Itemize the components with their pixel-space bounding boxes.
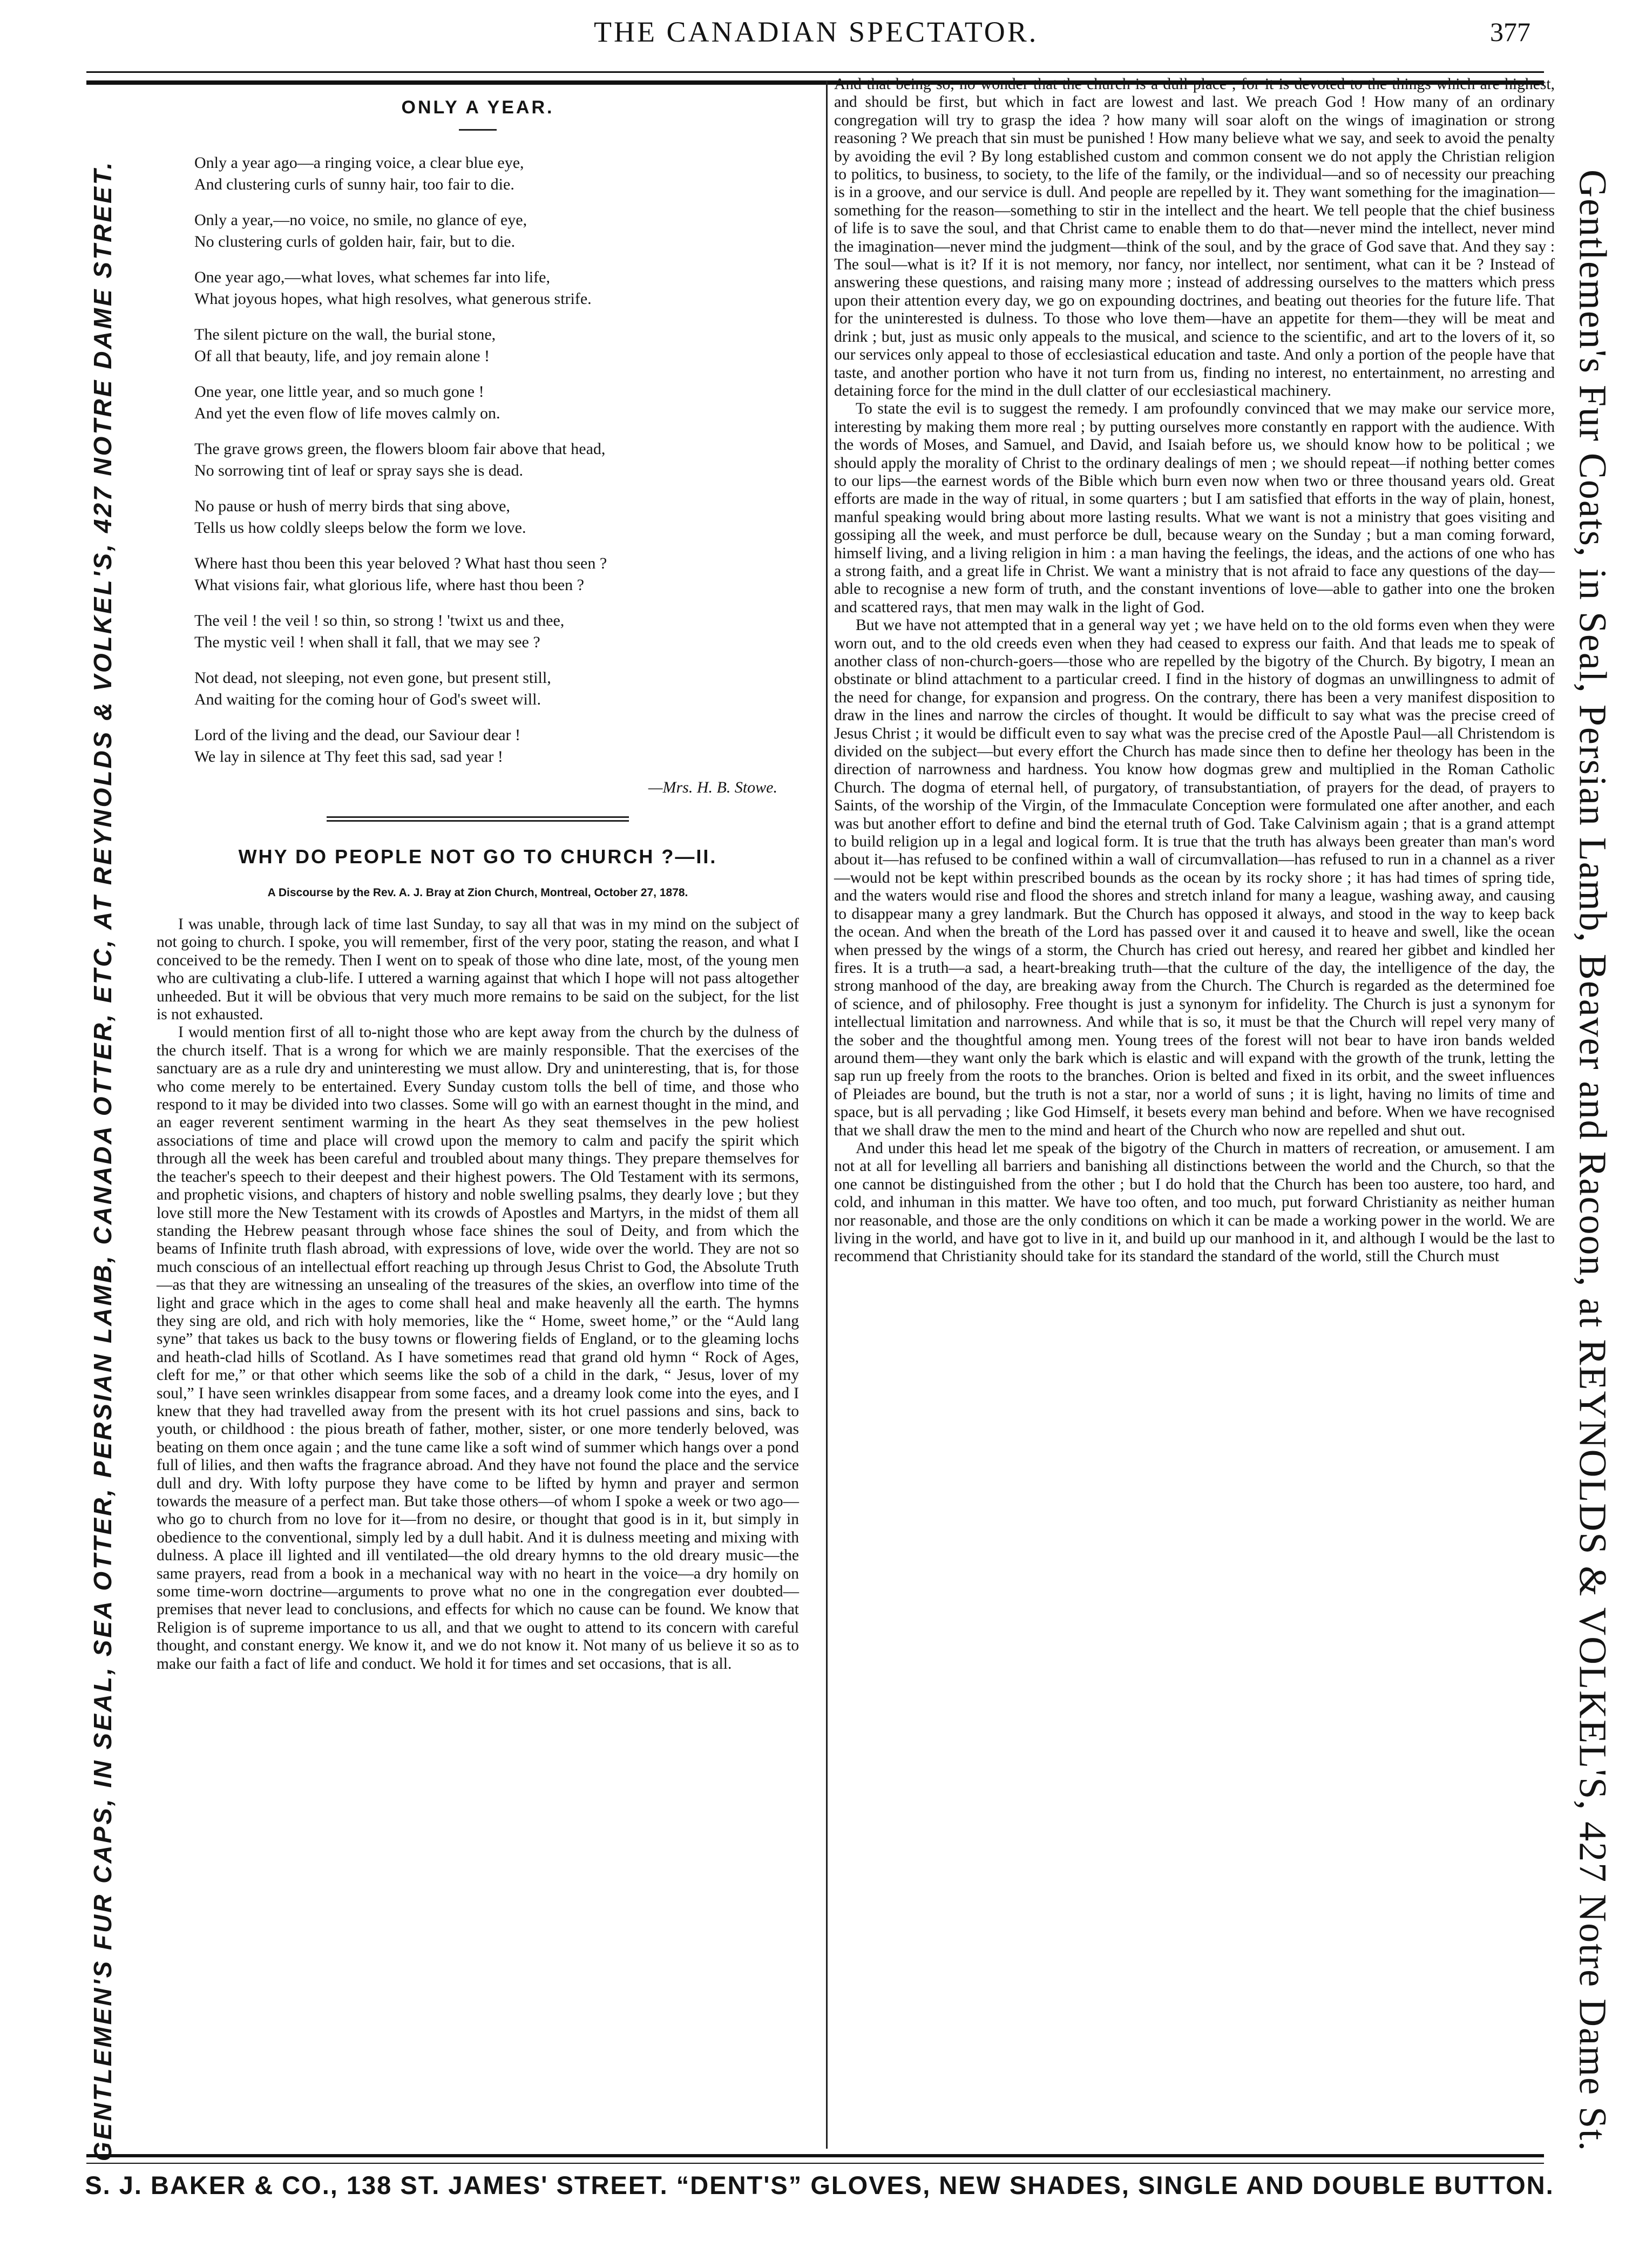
poem-line: One year, one little year, and so much gone ! [194, 383, 484, 401]
poem-line: One year ago,—what loves, what schemes far into life, [194, 268, 550, 286]
poem-stanza [194, 267, 799, 310]
poem-line: Not dead, not sleeping, not even gone, but present still, [194, 669, 551, 687]
article-paragraph: But we have not attempted that in a general way yet ; we have held on to the old forms even when they were worn out, and to the old creeds even when they had ceased to express our faith. And that leads me to speak of another class of non-church-goers—those who are repelled by the bigotry of the Church. By bigotry, I mean an obstinate or blind attachment to a particular creed. I find in the history of dogmas an unwillingness to admit of the need for change, for expansion and progress. On the contrary, there has been a very manifest disposition to draw in the lines and narrow the circles of thought. It would be difficult to say what was the precise creed of Jesus Christ ; it would be difficult even to say what was the precise cred of the Apostle Paul—all Christendom is divided on the subject—but every effort the Church has made since then to define her theology has been in the direction of narrowness and hardness. You know how dogmas grew and multiplied in the Roman Catholic Church. The dogma of eternal hell, of purgatory, of transubstantiation, of prayers for the dead, of prayers to Saints, of the worship of the Virgin, of the Immaculate Conception were formulated one after another, and each was but another effort to define and bind the eternal truth of God. Take Calvinism again ; that is a grand attempt to build religion up in a legal and logical form. It is true that the truth has always been greater than man's word about it—has refused to be confined within a wall of circumvallation—has refused to run in a channel as a river—would not be kept within prescribed bounds as the ocean by its rocky shore ; it has had times of spring tide, and the waters would rise and flood the shores and stretch inland for many a league, washing away, and causing to disappear many a grey landmark. But the Church has opposed it always, and stood in the way to keep back the ocean. And when the breath of the Lord has passed over it and caused it to heave and swell, like the ocean when pressed by the wings of a storm, the Church has cried out heresy, and reared her gibbet and kindled her fires. It is a truth—a sad, a heart-breaking truth—that the culture of the day, the intelligence of the day, the strong manhood of the day, are breaking away from the Church. The Church is regarded as the determined foe of science, and of philosophy. Free thought is just a synonym for infidelity. The Church is just a synonym for intellectual limitation and narrowness. And while that is so, it must be that the Church will repel very many of the sober and the thoughtful among men. Young trees of the forest will not bear to have iron bands welded around them—they want only the bark which is elastic and will expand with the growth of the trunk, letting the sap run up freely from the roots to the branches. Orion is belted and fixed in its orbit, and the sweet influences of Pleiades are bound, but the truth is not a star, nor a world of suns ; it is light, having no limits of time and space, but is all pervading ; like God Himself, it besets every man behind and before. When we have recognised that we shall draw the men to the mind and heart of the Church who now are repelled and shut out. [834, 617, 1555, 1139]
poem-stanza [194, 152, 799, 195]
left-margin-advertisement-text: GENTLEMEN'S FUR CAPS, IN SEAL, SEA OTTER, PERSIAN LAMB, CANADA OTTER, ETC, AT REYNOLDS & VOLKEL'S, 427 NOTRE DAME STREET. [89, 160, 117, 2162]
poem-stanza [194, 725, 799, 768]
poem-stanza [194, 438, 799, 482]
poem-title-rule [459, 129, 497, 131]
footer-rule [86, 2154, 1544, 2164]
column-divider [826, 81, 828, 2149]
poem-body [157, 152, 799, 768]
poem-line: Lord of the living and the dead, our Saviour dear ! [194, 726, 520, 744]
article-body-right [834, 76, 1555, 1266]
poem-line: The mystic veil ! when shall it fall, that we may see ? [194, 633, 540, 651]
article-title: WHY DO PEOPLE NOT GO TO CHURCH ?—II. [238, 845, 717, 868]
poem-line: Of all that beauty, life, and joy remain alone ! [194, 347, 490, 365]
right-margin-advertisement-text: Gentlemen's Fur Coats, in Seal, Persian Lamb, Beaver and Racoon, at REYNOLDS & VOLKEL'S, 427 Notre Dame St. [1571, 169, 1615, 2152]
poem-stanza [194, 667, 799, 710]
poem-line: No sorrowing tint of leaf or spray says she is dead. [194, 462, 524, 479]
poem-line: Where hast thou been this year beloved ? What hast thou seen ? [194, 554, 607, 572]
poem-line: We lay in silence at Thy feet this sad, sad year ! [194, 748, 503, 766]
article-paragraph: And that being so, no wonder that the church is a dull place ; for it is devoted to the things which are highest, and should be first, but which in fact are lowest and last. We preach God ! How many of an ordinary congregation will try to grasp the idea ? how many will soar aloft on the wings of imagination or strong reasoning ? We preach that sin must be punished ! How many believe what we say, and seek to avoid the penalty by avoiding the evil ? By long established custom and common consent we do not apply the Christian religion to politics, to business, to society, to the life of the family, or the individual—and so of necessity our preaching is in a groove, and our service is dull. And people are repelled by it. They want something for the imagination—something for the reason—something to stir in the intellect and the heart. We tell people that the chief business of life is to save the soul, and that Christ came to enable them to do that—never mind the intellect, never mind the imagination—never mind the judgment—think of the soul, and by the grace of God save that. And they say : The soul—what is it? If it is not memory, nor fancy, nor intellect, nor sentiment, what can it be ? Instead of answering these questions, and raising many more ; instead of addressing ourselves to the matters which press upon their attention every day, we go on expounding doctrines, and beating out theories for the future life. That for the uninterested is dulness. To those who love them—have an appetite for them—they will be meat and drink ; but, just as music only appeals to the musical, and science to the scientific, and art to the lovers of it, so our services only appeal to those of ecclesiastical education and taste. And only a portion of the people have that taste, and another portion who have it not turn from us, finding no interest, no entertainment, no arresting and detaining force for the mind in the dull clatter of our ecclesiastical machinery. [834, 76, 1555, 400]
poem-line: Only a year ago—a ringing voice, a clear blue eye, [194, 154, 524, 172]
poem-line: What visions fair, what glorious life, where hast thou been ? [194, 576, 584, 594]
right-column [834, 76, 1555, 1266]
poem-line: No clustering curls of golden hair, fair, but to die. [194, 233, 516, 251]
poem-line: And clustering curls of sunny hair, too fair to die. [194, 175, 514, 193]
left-column [157, 81, 799, 1673]
poem-byline: —Mrs. H. B. Stowe. [648, 778, 777, 796]
poem-line: No pause or hush of merry birds that sing above, [194, 497, 510, 515]
section-divider [327, 816, 629, 822]
article-paragraph: To state the evil is to suggest the remedy. I am profoundly convinced that we may make our service more, interesting by making them more real ; by putting ourselves more constantly en rapport with the audience. With the words of Moses, and Samuel, and David, and Isaiah before us, we should know how to be political ; we should apply the morality of Christ to the ordinary dealings of men ; we should repeat—if nothing better comes to our lips—the earnest words of the Bible which burn even now when two or three thousand years old. Great efforts are made in the way of ritual, in some quarters ; but I am satisfied that efforts in the way of plain, honest, manful speaking would bring about more lasting results. What we want is not a ministry that goes visiting and gossiping all the week, and must perforce be dull, because weary on the Sunday ; but a man coming forward, himself living, and a living religion in him : a man having the feelings, the ideas, and the actions of one who has a strong faith, and a great life in Christ. We want a ministry that is not afraid to face any questions of the day—able to recognise a new form of truth, and the constant inventions of love—able to gather into one the broken and scattered rays, that men may walk in the light of God. [834, 400, 1555, 616]
poem-line: The veil ! the veil ! so thin, so strong ! 'twixt us and thee, [194, 612, 565, 629]
article-subtitle: A Discourse by the Rev. A. J. Bray at Zion Church, Montreal, October 27, 1878. [267, 886, 688, 899]
poem-stanza [194, 209, 799, 253]
page-number: 377 [1490, 17, 1530, 47]
poem-line: And waiting for the coming hour of God's sweet will. [194, 690, 541, 708]
poem-line: And yet the even flow of life moves calmly on. [194, 404, 500, 422]
footer-advertisement: S. J. BAKER & CO., 138 ST. JAMES' STREET. “DENT'S” GLOVES, NEW SHADES, SINGLE AND DOUBLE BUTTON. [85, 2171, 1554, 2199]
poem-stanza [194, 381, 799, 424]
poem-stanza [194, 553, 799, 596]
poem-line: What joyous hopes, what high resolves, what generous strife. [194, 290, 592, 308]
masthead-title: THE CANADIAN SPECTATOR. [594, 16, 1039, 48]
article-paragraph: I would mention first of all to-night those who are kept away from the church by the dulness of the church itself. That is a wrong for which we are mainly responsible. That the exercises of the sanctuary are as a rule dry and uninteresting we must allow. Dry and uninteresting, that is, for those who come merely to be entertained. Every Sunday custom tolls the bell of time, and those who respond to it may be divided into two classes. Some will go with an earnest thought in the mind, and an eager reverent sentiment warming in the heart As they seat themselves in the pew holiest associations of time and place will crowd upon the memory to calm and pacify the spirit which through all the week has been careful and troubled about many things. They prepare themselves for the teacher's speech to their deepest and their highest powers. The Old Testament with its sermons, and prophetic visions, and chapters of history and noble swelling psalms, they dearly love ; but they love still more the New Testament with its crowds of Apostles and Martyrs, in the midst of them all standing the Hebrew peasant through whose face shines the soul of Deity, and from which the beams of Infinite truth flash abroad, with expressions of love, wide over the world. They are not so much conscious of an intellectual effort reaching up through Jesus Christ to God, the Absolute Truth—as that they are witnessing an unsealing of the treasures of the skies, an overflow into time of the light and grace which in the ages to come shall heal and make heavenly all the earth. The hymns they sing are old, and rich with holy memories, like the “ Home, sweet home,” or the “Auld lang syne” that takes us back to the busy towns or flowering fields of England, or to the gleaming lochs and heath-clad hills of Scotland. As I have sometimes read that grand old hymn “ Rock of Ages, cleft for me,” or that other which seems like the sob of a child in the dark, “ Jesus, lover of my soul,” I have seen wrinkles disappear from some faces, and a dreamy look come into the eyes, and I knew that they had travelled away from the present with its hot cruel passions and sins, back to youth, or childhood : the pious breath of father, mother, sister, or one more tenderly beloved, was beating on them once again ; and the tune came like a soft wind of summer which hangs over a pond full of lilies, and then wafts the fragrance abroad. And they have not found the place and the service dull and dry. With lofty purpose they have come to be lifted by hymn and prayer and sermon towards the measure of a perfect man. But take those others—of whom I spoke a week or two ago—who go to church from no love for it—from no desire, or thought that good is in it, but simply in obedience to the conventional, simply led by a dull habit. And it is dulness meeting and mixing with dulness. A place ill lighted and ill ventilated—the old dreary hymns to the old dreary music—the same prayers, read from a book in a mechanical way with no heart in the voice—a dry homily on some time-worn doctrine—arguments to prove what no one in the congregation ever doubted—premises that never lead to conclusions, and effects for which no cause can be found. We know that Religion is of supreme importance to us all, and that we ought to attend to its concern with careful thought, and constant energy. We know it, and we do not know it. Not many of us believe it so as to make our faith a fact of life and conduct. We hold it for times and set occasions, that is all. [157, 1024, 799, 1673]
poem-stanza [194, 324, 799, 367]
poem-title: ONLY A YEAR. [401, 97, 554, 118]
poem-stanza [194, 610, 799, 653]
poem-line: Only a year,—no voice, no smile, no glance of eye, [194, 211, 527, 229]
poem-line: The silent picture on the wall, the burial stone, [194, 326, 496, 343]
article-paragraph: And under this head let me speak of the bigotry of the Church in matters of recreation, or amusement. I am not at all for levelling all barriers and banishing all distinctions between the world and the Church, so that the one cannot be distinguished from the other ; but I do hold that the Church has been too austere, too hard, and cold, and inhuman in this matter. We have too often, and too much, put forward Christianity as neither human nor reasonable, and those are the only conditions on which it can be made a working power in the world. We are living in the world, and have got to live in it, and build up our manhood in it, and although I would be the last to recommend that Christianity should take for its standard the standard of the world, still the Church must [834, 1139, 1555, 1265]
article-body-left [157, 916, 799, 1673]
poem-stanza [194, 496, 799, 539]
poem-line: Tells us how coldly sleeps below the form we love. [194, 519, 526, 537]
poem-line: The grave grows green, the flowers bloom fair above that head, [194, 440, 606, 458]
article-paragraph: I was unable, through lack of time last Sunday, to say all that was in my mind on the subject of not going to church. I spoke, you will remember, first of the very poor, stating the reason, and what I conceived to be the remedy. Then I went on to speak of those who dine late, most, of the young men who are cultivating a club-life. I uttered a warning against that which I hope will not pass altogether unheeded. But it will be obvious that very much more remains to be said on the subject, for the list is not exhausted. [157, 916, 799, 1024]
